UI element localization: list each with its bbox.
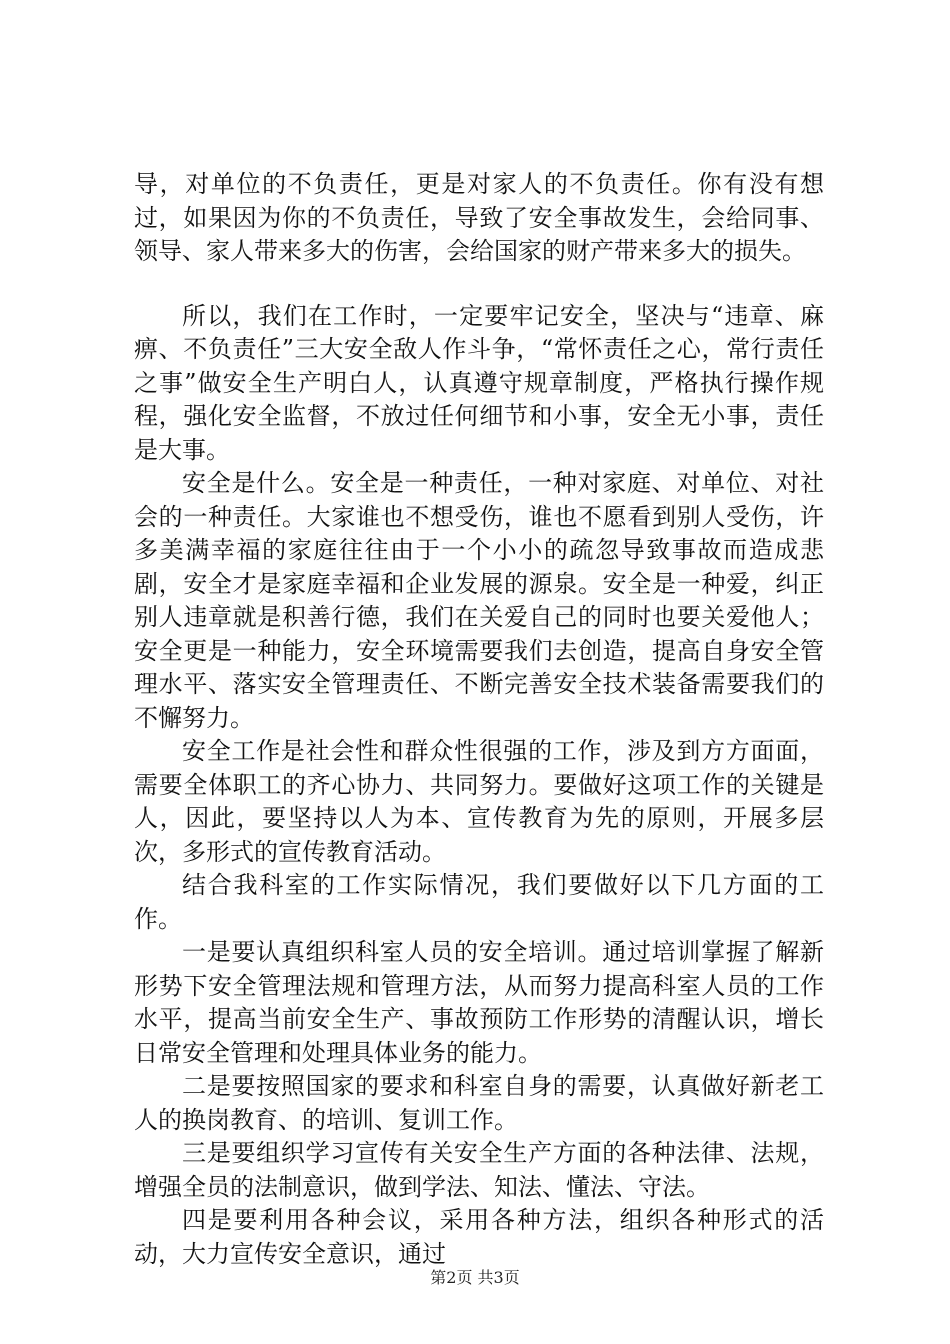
paragraph-point-three: 三是要组织学习宣传有关安全生产方面的各种法律、法规，增强全员的法制意识，做到学法、知法、懂法、守法。 — [134, 1139, 824, 1201]
paragraph-point-four: 四是要利用各种会议，采用各种方法，组织各种形式的活动，大力宣传安全意识，通过 — [134, 1206, 824, 1268]
document-body — [134, 168, 824, 1271]
paragraph-safety-work: 安全工作是社会性和群众性很强的工作，涉及到方方面面，需要全体职工的齐心协力、共同努力。要做好这项工作的关键是人，因此，要坚持以人为本、宣传教育为先的原则，开展多层次，多形式的宣传教育活动。 — [134, 737, 824, 866]
page-number-footer: 第2页 共3页 — [430, 1268, 520, 1287]
paragraph-point-one: 一是要认真组织科室人员的安全培训。通过培训掌握了解新形势下安全管理法规和管理方法，从而努力提高科室人员的工作水平，提高当前安全生产、事故预防工作形势的清醒认识，增长日常安全管理和处理具体业务的能力。 — [134, 938, 824, 1067]
paragraph-department-work: 结合我科室的工作实际情况，我们要做好以下几方面的工作。 — [134, 871, 824, 933]
paragraph-responsibility: 所以，我们在工作时，一定要牢记安全，坚决与“违章、麻痹、不负责任”三大安全敌人作斗争，“常怀责任之心，常行责任之事”做安全生产明白人，认真遵守规章制度，严格执行操作规程，强化安全监督，不放过任何细节和小事，安全无小事，责任是大事。 — [134, 301, 824, 464]
paragraph-continuation: 导，对单位的不负责任，更是对家人的不负责任。你有没有想过，如果因为你的不负责任，导致了安全事故发生，会给同事、领导、家人带来多大的伤害，会给国家的财产带来多大的损失。 — [134, 170, 824, 265]
paragraph-what-is-safety: 安全是什么。安全是一种责任，一种对家庭、对单位、对社会的一种责任。大家谁也不想受伤，谁也不愿看到别人受伤，许多美满幸福的家庭往往由于一个小小的疏忽导致事故而造成悲剧，安全才是家庭幸福和企业发展的源泉。安全是一种爱，纠正别人违章就是积善行德，我们在关爱自己的同时也要关爱他人；安全更是一种能力，安全环境需要我们去创造，提高自身安全管理水平、落实安全管理责任、不断完善安全技术装备需要我们的不懈努力。 — [134, 469, 824, 732]
paragraph-point-two: 二是要按照国家的要求和科室自身的需要，认真做好新老工人的换岗教育、的培训、复训工作。 — [134, 1072, 824, 1134]
